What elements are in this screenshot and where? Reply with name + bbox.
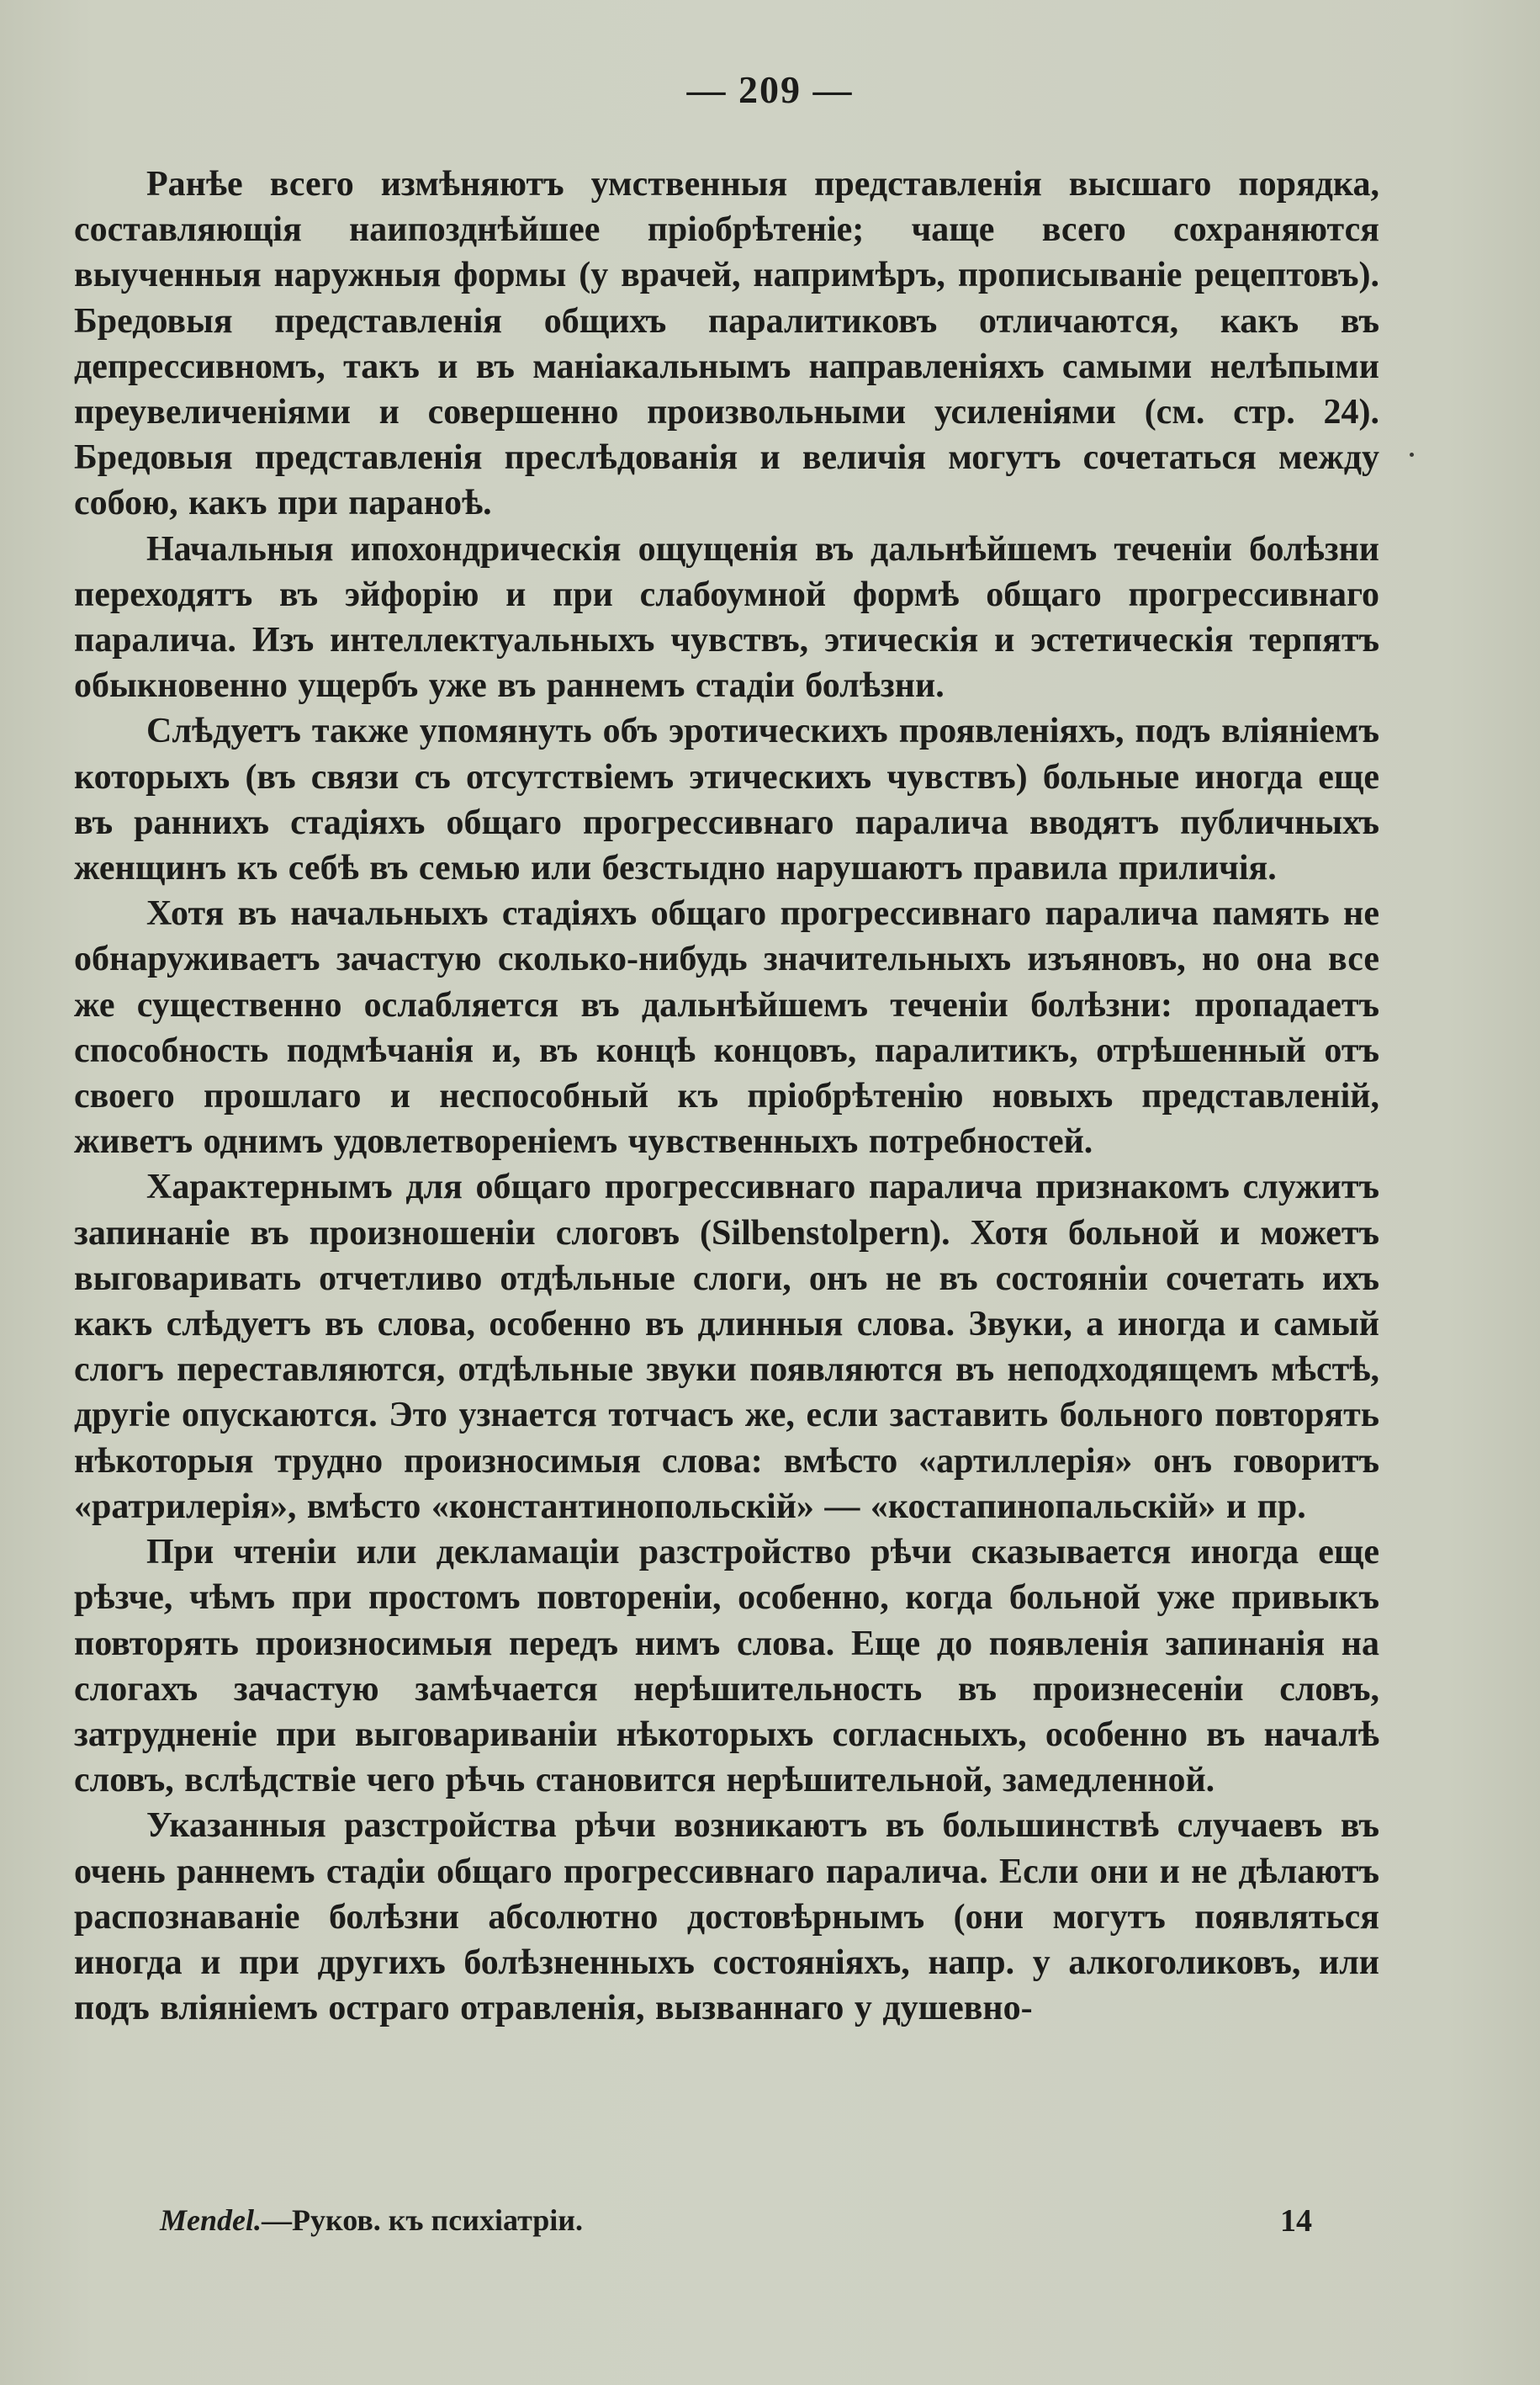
paragraph-6: При чтеніи или декламаціи разстройство рѣчи сказывается иногда еще рѣзче, чѣмъ при простомъ повтореніи, особенно, когда больной уже привыкъ повторять произносимыя передъ нимъ слова. Еще до появленія запинанія на слогахъ зачастую замѣчается нерѣшительность въ произнесеніи словъ, затрудненіе при выговариваніи нѣкоторыхъ согласныхъ, особенно въ началѣ словъ, вслѣдствіе чего рѣчь становится нерѣшительной, замедленной. [74, 1533, 1379, 1800]
paragraph-1: Ранѣе всего измѣняютъ умственныя представленія высшаго порядка, составляющія наипозднѣйшее пріобрѣтеніе; чаще всего сохраняются выученныя наружныя формы (у врачей, напримѣръ, прописываніе рецептовъ). Бредовыя представленія общихъ паралитиковъ отличаются, какъ въ депрессивномъ, такъ и въ маніакальнымъ направленіяхъ самыми нелѣпыми преувеличеніями и совершенно произвольными усиленіями (см. стр. 24). Бредовыя представленія преслѣдованія и величія могутъ сочетаться между собою, какъ при паранoѣ. [74, 165, 1379, 523]
paragraph-5: Характернымъ для общаго прогрессивнаго паралича признакомъ служитъ запинаніе въ произношеніи слоговъ (Silbenstolpern). Хотя больной и можетъ выговаривать отчетливо отдѣльные слоги, онъ не въ состояніи сочетать ихъ какъ слѣдуетъ въ слова, особенно въ длинныя слова. Звуки, а иногда и самый слогъ переставляются, отдѣльные звуки появляются въ неподходящемъ мѣстѣ, другіе опускаются. Это узнается тотчасъ же, если заставить больного повторять нѣкоторыя трудно произносимыя слова: вмѣсто «артиллерія» онъ говоритъ «ратрилерія», вмѣсто «константинопольскій» — «костапинопальскій» и пр. [74, 1168, 1379, 1526]
paragraph-7: Указанныя разстройства рѣчи возникаютъ въ большинствѣ случаевъ въ очень раннемъ стадіи общаго прогрессивнаго паралича. Если они и не дѣлаютъ распознаваніе болѣзни абсолютно достовѣрнымъ (они могутъ появляться иногда и при другихъ болѣзненныхъ состояніяхъ, напр. у алкоголиковъ, или подъ вліяніемъ остраго отравленія, вызваннаго у душевно- [74, 1806, 1379, 2028]
body-text [74, 162, 1379, 2031]
paragraph-4: Хотя въ начальныхъ стадіяхъ общаго прогрессивнаго паралича память не обнаруживаетъ зачастую сколько-нибудь значительныхъ изъяновъ, но она все же существенно ослабляется въ дальнѣйшемъ теченіи болѣзни: пропадаетъ способность подмѣчанія и, въ концѣ концовъ, паралитикъ, отрѣшенный отъ своего прошлаго и неспособный къ пріобрѣтенію новыхъ представленій, живетъ однимъ удовлетвореніемъ чувственныхъ потребностей. [74, 894, 1379, 1162]
paper-speck [1410, 453, 1414, 457]
paragraph-3: Слѣдуетъ также упомянуть объ эротическихъ проявленіяхъ, подъ вліяніемъ которыхъ (въ связи съ отсутствіемъ этическихъ чувствъ) больные иногда еще въ раннихъ стадіяхъ общаго прогрессивнаго паралича вводятъ публичныхъ женщинъ къ себѣ въ семью или безстыдно нарушаютъ правила приличія. [74, 712, 1379, 888]
page-number: — 209 — [686, 68, 854, 111]
signature-mark: 14 [1280, 2203, 1312, 2239]
paragraph-2: Начальныя ипохондрическія ощущенія въ дальнѣйшемъ теченіи болѣзни переходятъ въ эйфорію и при слабоумной формѣ общаго прогрессивнаго паралича. Изъ интеллектуальныхъ чувствъ, этическія и эстетическія терпятъ обыкновенно ущербъ уже въ раннемъ стадіи болѣзни. [74, 529, 1379, 706]
footer-title: —Руков. къ психіатріи. [262, 2203, 583, 2237]
footer-author: Mendel. [160, 2203, 262, 2237]
page-footer [160, 2202, 1312, 2238]
